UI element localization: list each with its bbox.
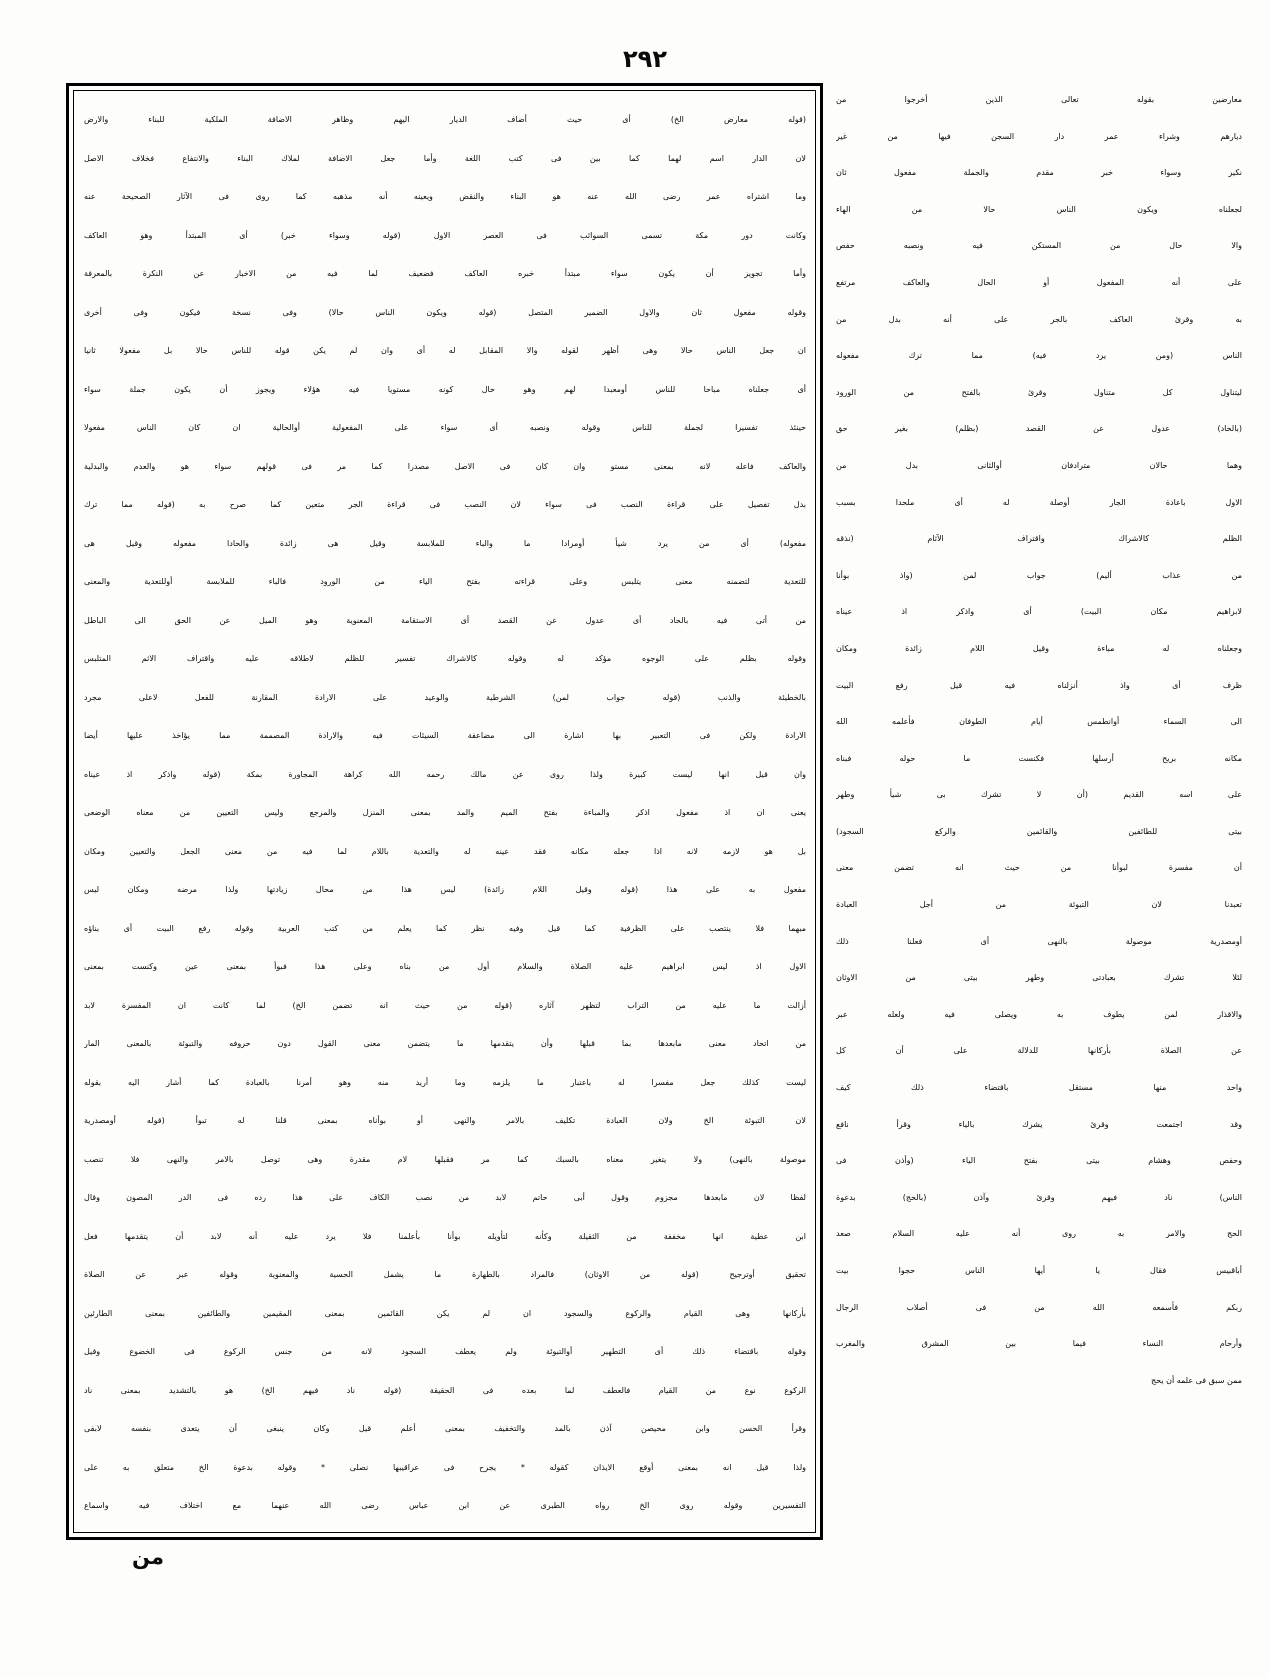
main-text-line: الناس) ناد فيهم وقرئ وآذن (بالحج) بدعوة [836, 1192, 1242, 1202]
catchword: من [132, 1545, 164, 1569]
main-text-line: الاول باعادة الجار أوصلة له أى ملحدا بسبب [836, 497, 1242, 507]
main-text-line: أن مفسرة لبوأنا من حيث انه تضمن معنى [836, 863, 1242, 873]
main-text-line: على أنه المفعول أو الحال والعاكف مرتفع [836, 277, 1242, 287]
commentary-line: لفظا لان مابعدها مجزوم وقول أبى حاتم لابد من نصب الكاف على هذا رده فى الدر المصون وقال [84, 1193, 806, 1202]
commentary-line: لان الدار اسم لهما كما بين فى كتب اللغة وأما جعل الاضافة لملاك البناء والانتفاع فخلاف الاصل [84, 153, 806, 163]
main-text-line: وقد اجتمعت وقرئ يشرك بالياء وقرأ نافع [836, 1119, 1242, 1129]
main-text-line: وأرحام النساء فيما بين المشرق والمغرب [836, 1339, 1242, 1349]
commentary-line: لان التبوئة الخ ولان العبادة تكليف بالامر والنهى أو بوأناه بمعنى قلنا له تبوأ (قوله أومصدرية [84, 1116, 806, 1125]
commentary-line: أزالت ما عليه من التراب لتظهر آثاره (قوله من حيث انه تضمن الخ) لما كانت ان المفسرة لابد [84, 1000, 806, 1010]
main-text-line: (بالحاد) عدول عن القصد (بظلم) بغير حق [836, 424, 1242, 434]
main-text-line: واحد منها مستقل باقتضاء ذلك كيف [836, 1083, 1242, 1093]
main-text-line: والاقذار لمن يطوف به ويصلى فيه ولعله عبر [836, 1009, 1242, 1019]
main-text-line: الحج والامر به روى أنه عليه السلام صعد [836, 1229, 1242, 1239]
commentary-line: (قوله معارض الخ) أى حيث أضاف الديار اليهم وظاهر الاضافة الملكية للبناء والارض [84, 115, 806, 124]
main-text-line: معارضين بقوله تعالى الذين أخرجوا من [836, 95, 1242, 104]
main-text-line: وحفص وهشام بيتى بفتح الياء (وأذن فى [836, 1156, 1242, 1166]
commentary-line: الارادة ولكن فى التعبير بها اشارة الى مضاعفة السيئات فيه والارادة المصممة مما يؤاخذ عليها أيضا [84, 731, 806, 740]
page-number: ٢٩٢ [623, 45, 667, 73]
commentary-line: ليست كذلك جعل مفسرا له باعتبار ما يلزمه وما أريد منه وهو أمرنا بالعبادة كما أشار اليه بقوله [84, 1077, 806, 1087]
commentary-line: ولذا قيل انه بمعنى أوقع الايذان كقوله * يجرح فى عراقيبها نصلى * وقوله بدعوة الخ متعلق به على [84, 1462, 806, 1472]
commentary-line: وقوله باقتضاء ذلك أى التطهير أوالتبوئة ولم يعطف السجود لانه من جنس الركوع فى الخضوع وقيل [84, 1347, 806, 1356]
commentary-line: والعاكف فاعله لانه بمعنى مستو وان كان فى الاصل مصدرا كما مر فى قولهم سواء هو والعدم والبدلية [84, 461, 806, 471]
main-text-line: ممن سبق فى علمه أن يحج [1151, 1375, 1242, 1385]
commentary-line: وقوله مفعول ثان والاول الضمير المتصل (قوله ويكون الناس حالا) وفى نسخة فيكون وفى أخرى [84, 307, 806, 317]
commentary-line: التفسيرين وقوله روى الخ رواه الطبرى عن ابن عباس رضى الله عنهما مع اختلاف فيه واسماع [84, 1501, 806, 1510]
main-text-line: ديارهم وشراء عمر دار السجن فيها من غير [836, 131, 1242, 141]
commentary-line: مفعوله) أى من يرد شيأ أومرادا ما والباء للملابسة وقيل هى زائدة والحادا مفعوله وقيل هى [84, 538, 806, 548]
main-text-line: به وقرئ العاكف بالجر على أنه بدل من [836, 314, 1242, 324]
commentary-line: بأركانها وهى القيام والركوع والسجود ان لم يكن القائمين بمعنى المقيمين والطائفين بمعنى الطارئين [84, 1308, 806, 1318]
commentary-line: وقرأ الحسن وابن محيصن آذن بالمد والتخفيف بمعنى أعلم قيل وكان ينبغى أن يتعدى بنفسه لابفى [84, 1424, 806, 1433]
main-text-line: أباقبيس فقال يا أيها الناس حجوا بيت [836, 1266, 1242, 1275]
main-text-line: تعبدنا لان التبوئة من أجل العبادة [836, 900, 1242, 910]
commentary-line: للتعدية لتضمنه معنى يتلبس وعلى قراءته بفتح الياء من الورود فالباء للملابسة أوللتعدية والمعنى [84, 577, 806, 586]
main-text-line: ظرف أى واذ أنزلناه فيه قيل رفع البيت [836, 680, 1242, 690]
commentary-line: مبهما فلا ينتصب على الظرفية كما قيل وفيه نظر كما يعلم من كتب العربية وقوله رفع البيت أى بناؤه [84, 923, 806, 933]
main-text-line: ربكم فأسمعه الله من فى أصلاب الرجال [836, 1302, 1242, 1312]
commentary-line: الاول اذ ليس ابراهيم عليه الصلاة والسلام أول من بناه وعلى هذا فبوأ بمعنى عين وكنست بمعنى [84, 962, 806, 971]
commentary-line: الركوع نوع من القيام فالعطف لما بعده فى الحقيقة (قوله ناد فيهم الخ) هو بالتشديد بمعنى ناد [84, 1385, 806, 1395]
commentary-line: وقوله بظلم على الوجوه مؤكد له وقوله كالاشراك تفسير للظلم لاطلاقه عليه واقتراف الاثم المتلبس [84, 654, 806, 663]
main-text-line: عن الصلاة بأركانها للدلالة على أن كل [836, 1046, 1242, 1056]
main-text-line: والا حال من المستكن فيه ونصبه حفص [836, 241, 1242, 251]
main-text-line: على اسه القديم (أن لا تشرك بى شيأ وطهر [836, 790, 1242, 800]
main-text-line: بيتى للطائفين والقائمين والركع السجود) [836, 826, 1242, 836]
commentary-line: حينئذ تفسيرا لجملة للناس وقوله ونصبه أى سواء على المفعولية أوالحالية ان كان الناس مفعولا [84, 423, 806, 432]
main-text-column [836, 82, 1242, 1399]
commentary-line: موصولة بالنهى) ولا يتغير معناه بالسبك كما مر فقبلها لام مقدرة وهى توصل بالامر والنهى فلا تنصب [84, 1154, 806, 1164]
main-text-line: الى السماء أوانطمس أيام الطوفان فأعلمه الله [836, 717, 1242, 727]
main-text-line: ليتناول كل متناول وقرئ بالفتح من الورود [836, 387, 1242, 397]
main-text-line: نكير وسواء خبر مقدم والجملة مفعول ثان [836, 168, 1242, 178]
main-text-line: أومصدرية موصولة بالنهى أى فعلنا ذلك [836, 936, 1242, 946]
commentary-line: بل هو لازمه لانه اذا جعله مكانه فقد عينه له والتعدية باللام لما فيه من معنى الجعل والتعيين ومكان [84, 846, 806, 856]
commentary-line: يعنى ان اذ مفعول اذكر والمباءة بفتح الميم والمد بمعنى المنزل والمرجع وليس التعيين من معناه الوضعى [84, 808, 806, 817]
main-text-line: الظلم كالاشراك واقتراف الآثام (نذقه [836, 534, 1242, 544]
commentary-line: وأما تجويز أن يكون سواء مبتدأ خبره العاكف فضعيف لما فيه من الاخبار عن النكرة بالمعرفة [84, 269, 806, 278]
commentary-line: ابن عطية انها مخففة من الثقيلة وكأنه لتأويله بوأنا بأعلمنا فلا يرد عليه أنه لابد أن يتقدمها فعل [84, 1231, 806, 1241]
commentary-line: من اتحاد معنى مابعدها بما قبلها وأن يتقدمها ما يتضمن معنى القول دون حروفه والتبوئة بالمعنى المار [84, 1039, 806, 1048]
commentary-body [84, 101, 806, 1526]
main-text-line: وهما حالان مترادفان أوالثانى بدل من [836, 460, 1242, 470]
commentary-line: ان جعل الناس حالا وهى أظهر لقوله والا المقابل له أى وان لم يكن قوله للناس حالا بل مفعولا ثانيا [84, 346, 806, 355]
main-text-line: لجعلناه ويكون الناس حالا من الهاء [836, 204, 1242, 214]
main-text-line: الناس (ومن يرد فيه) مما ترك مفعوله [836, 351, 1242, 361]
main-text-line: وجعلناه له مباءة وقيل اللام زائدة ومكان [836, 643, 1242, 653]
commentary-line: وكانت دور مكة تسمى السوائب فى العصر الاول (قوله وسواء خبر) أى المبتدأ وهو العاكف [84, 230, 806, 240]
commentary-line: مفعول به على هذا (قوله وقيل اللام زائدة) ليس هذا من محال زيادتها ولذا مرضه ومكان ليس [84, 885, 806, 894]
commentary-line: وان قيل انها ليست كبيرة ولذا روى عن مالك رحمه الله كراهة المجاورة بمكة (قوله واذكر اذ عيناه [84, 769, 806, 779]
main-text-line: مكانه بريح أرسلها فكنست ما حوله فبناه [836, 753, 1242, 763]
commentary-line: تحقيق أوترجيح (قوله من الاوثان) فالمراد بالطهارة ما يشمل الحسية والمعنوية وقوله عبر عن الصلاة [84, 1270, 806, 1279]
commentary-line: وما اشتراه عمر رضى الله عنه هو البناء والنقض ويعينه أنه مذهبه كما روى فى الآثار الصحيحة عنه [84, 192, 806, 201]
commentary-line: بالخطيئة والذنب (قوله جواب لمن) الشرطية والوعيد على الارادة المقارنة للفعل لاعلى مجرد [84, 692, 806, 702]
commentary-line: بدل تفصيل على قراءة النصب فى سواء لان النصب فى قراءة الجر متعين كما صرح به (قوله مما ترك [84, 500, 806, 509]
commentary-line: أى جعلناه مباحا للناس أومعبدا لهم وهو حال كونه مستويا فيه هؤلاء ويجوز أن يكون جملة سواء [84, 384, 806, 394]
main-text-line: لابراهيم مكان البيت) أى واذكر اذ عيناه [836, 607, 1242, 617]
main-text-line: لئلا تشرك بعبادتى وطهر بيتى من الاوثان [836, 973, 1242, 983]
main-text-line: من عذاب أليم) جواب لمن (واذ بوأنا [836, 570, 1242, 580]
commentary-line: من أتى فيه بالحاد أى عدول عن القصد أى الاستقامة المعنوية وهو الميل عن الحق الى الباطل [84, 615, 806, 625]
